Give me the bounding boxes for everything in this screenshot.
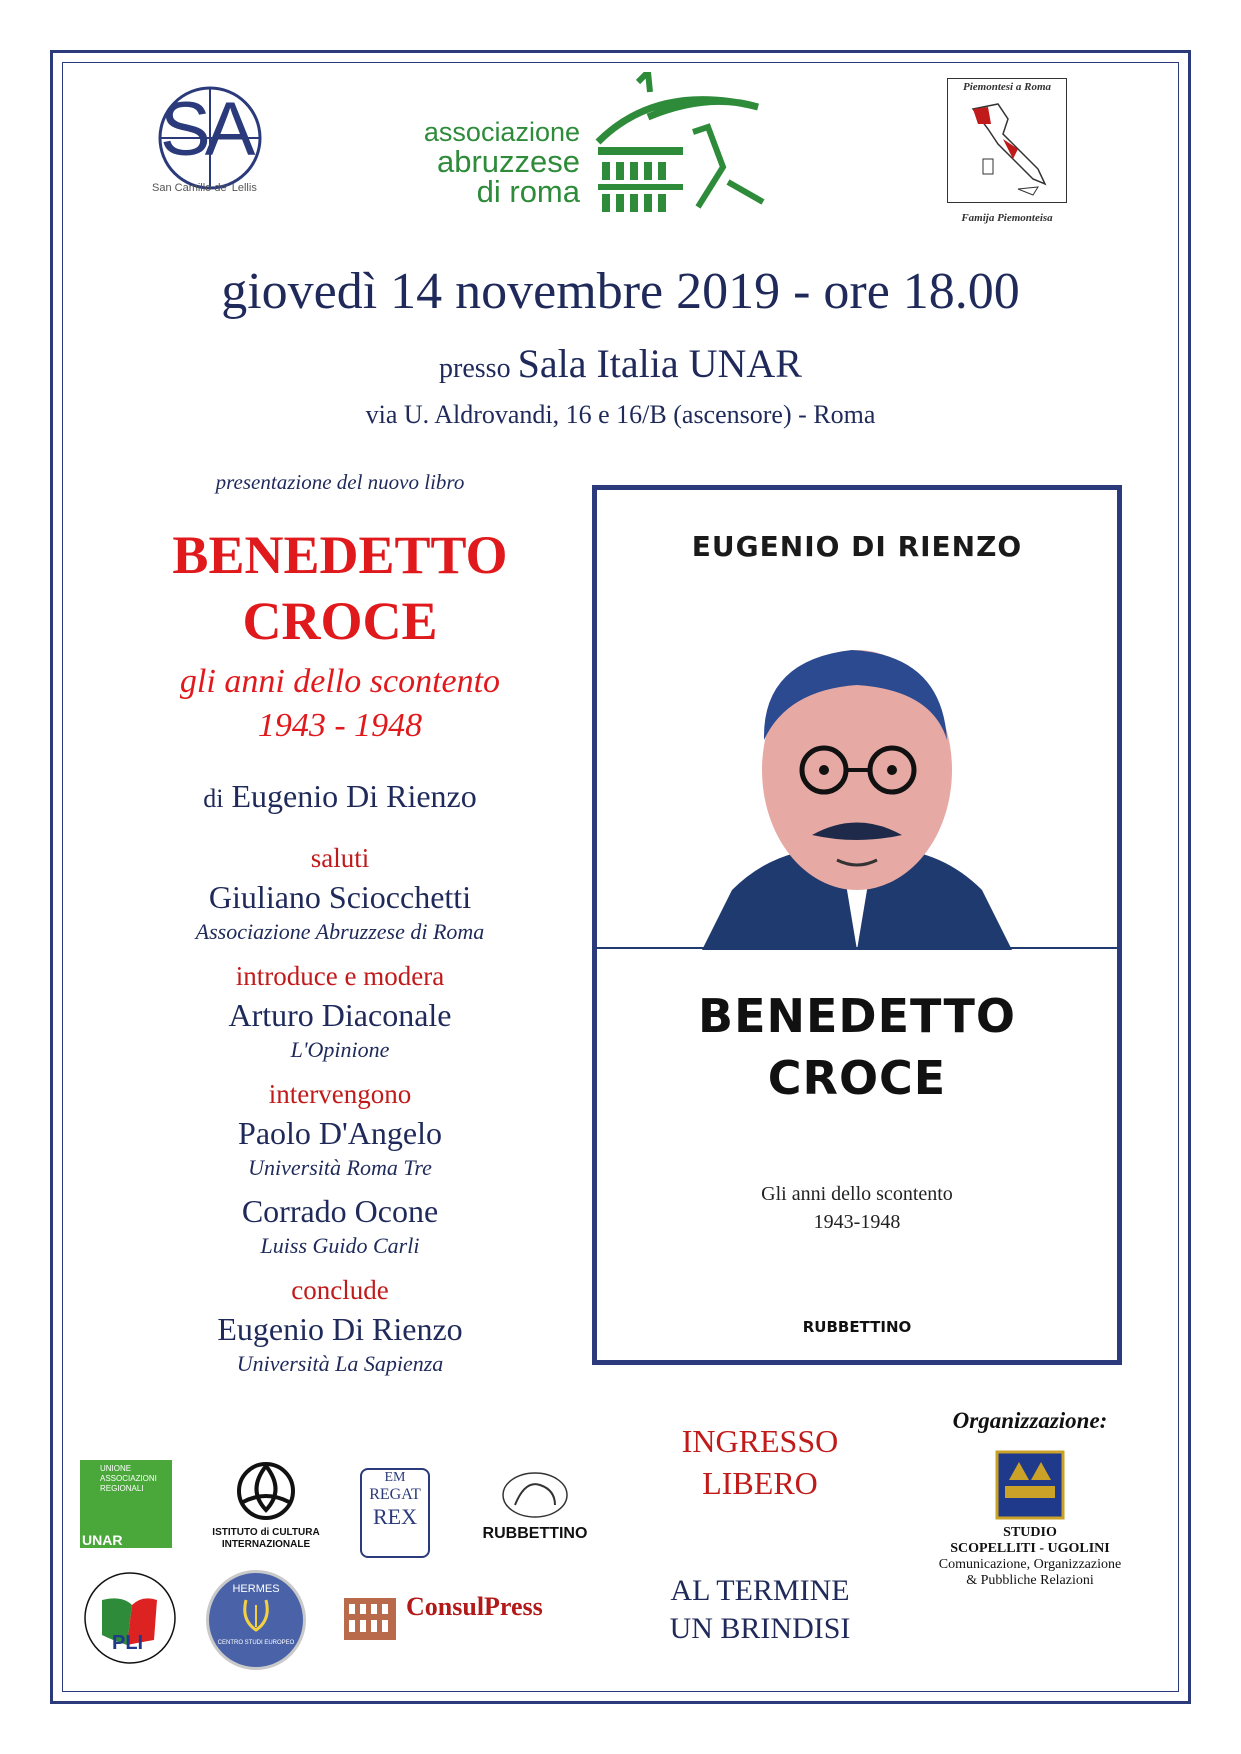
event-venue	[0, 340, 1241, 387]
croce-portrait-icon	[692, 620, 1022, 950]
entry-line2: LIBERO	[702, 1465, 818, 1501]
venue-name: Sala Italia UNAR	[517, 341, 802, 386]
venue-prefix: presso	[439, 353, 511, 384]
org-studio-name: SCOPELLITI - UGOLINI	[950, 1541, 1110, 1556]
abr-line2: abruzzese	[436, 144, 580, 179]
colosseum-small-icon	[340, 1584, 400, 1644]
abr-line3: di roma	[476, 174, 580, 209]
cover-title-line1: BENEDETTO	[698, 989, 1016, 1043]
entry-line1: INGRESSO	[681, 1423, 839, 1459]
cover-years: 1943-1948	[813, 1211, 901, 1233]
title-line1: BENEDETTO	[172, 525, 508, 585]
toast-line2: UN BRINDISI	[669, 1612, 851, 1645]
title-line2: CROCE	[242, 591, 438, 651]
regat-top: EM	[384, 1470, 406, 1485]
colosseum-icon	[588, 72, 778, 222]
cover-title	[597, 985, 1117, 1109]
speaker-affiliation: Luiss Guido Carli	[260, 1233, 420, 1258]
cover-publisher: RUBBETTINO	[802, 1318, 912, 1336]
cover-author: EUGENIO DI RIENZO	[691, 530, 1023, 563]
book-title	[100, 522, 580, 654]
speaker-affiliation: L'Opinione	[290, 1037, 390, 1062]
hermes-arc: CENTRO STUDI EUROPEO	[217, 1640, 295, 1646]
unar-sub3: REGIONALI	[100, 1484, 144, 1493]
icci-line1: ISTITUTO di CULTURA	[212, 1527, 320, 1538]
event-date: giovedì 14 novembre 2019 - ore 18.00	[221, 263, 1020, 320]
piemontesi-logo	[947, 78, 1077, 238]
toast-line1: AL TERMINE	[670, 1574, 850, 1607]
book-cover	[592, 485, 1122, 1365]
entry-note	[640, 1420, 880, 1504]
studio-crest-icon	[995, 1450, 1065, 1520]
sa-letters: SA	[160, 87, 250, 172]
cover-divider	[597, 947, 1117, 949]
org-desc1: Comunicazione, Organizzazione	[938, 1557, 1122, 1572]
piem-top: Piemontesi a Roma	[963, 81, 1051, 93]
role-introduce: introduce e modera	[235, 961, 445, 991]
by-prefix: di	[203, 784, 224, 813]
program	[100, 843, 580, 1387]
hermes-logo	[206, 1570, 306, 1670]
role-conclude: conclude	[291, 1275, 389, 1305]
role-intervengono: intervengono	[268, 1079, 412, 1109]
event-address: via U. Aldrovandi, 16 e 16/B (ascensore) - Roma	[365, 400, 876, 429]
cover-title-line2: CROCE	[767, 1051, 947, 1105]
regat-mid: REGAT	[369, 1486, 421, 1503]
pli-logo	[82, 1570, 178, 1666]
rubbettino-emblem-icon	[500, 1470, 570, 1520]
toast-note	[640, 1572, 880, 1648]
rubbettino-logo	[470, 1470, 600, 1543]
sa-caption: San Camillo de' Lellis	[152, 182, 257, 194]
abr-line1: associazione	[423, 117, 580, 147]
rubbettino-text: RUBBETTINO	[482, 1525, 588, 1542]
piem-bottom: Famija Piemonteisa	[961, 212, 1053, 224]
regat-rex-logo	[360, 1468, 430, 1558]
triquetra-icon	[235, 1460, 297, 1522]
regat-bot: REX	[373, 1504, 417, 1529]
subtitle-text: gli anni dello scontento	[179, 663, 501, 700]
unar-sub1: UNIONE	[100, 1464, 132, 1473]
icci-logo	[196, 1460, 336, 1551]
role-saluti: saluti	[310, 843, 370, 873]
lyre-icon	[236, 1595, 276, 1635]
cover-subtitle-text: Gli anni dello scontento	[761, 1183, 953, 1205]
org-label: Organizzazione:	[952, 1408, 1108, 1433]
speaker-name: Eugenio Di Rienzo	[217, 1311, 463, 1347]
hermes-text: HERMES	[232, 1583, 280, 1595]
speaker-name: Corrado Ocone	[241, 1193, 439, 1229]
icci-line2: INTERNAZIONALE	[221, 1539, 311, 1550]
abruzzese-logo	[420, 72, 780, 222]
speaker-affiliation: Università La Sapienza	[236, 1351, 444, 1376]
speaker-name: Giuliano Sciocchetti	[208, 879, 472, 915]
subtitle-years: 1943 - 1948	[257, 707, 423, 744]
speaker-affiliation: Università Roma Tre	[248, 1155, 432, 1180]
book-subtitle	[100, 660, 580, 748]
by-author: Eugenio Di Rienzo	[231, 778, 477, 814]
sa-logo	[152, 82, 292, 212]
consulpress-logo	[340, 1584, 570, 1654]
book-intro: presentazione del nuovo libro	[215, 470, 465, 494]
unar-logo	[80, 1460, 172, 1548]
org-desc2: & Pubbliche Relazioni	[966, 1573, 1094, 1588]
unar-text: UNAR	[82, 1532, 123, 1548]
pli-text: PLI	[112, 1632, 144, 1654]
book-byline	[100, 778, 580, 815]
unar-sub2: ASSOCIAZIONI	[100, 1474, 157, 1483]
cover-subtitle	[597, 1180, 1117, 1236]
consulpress-text: ConsulPress	[406, 1592, 543, 1621]
speaker-name: Paolo D'Angelo	[238, 1115, 442, 1151]
italy-map-icon	[963, 99, 1053, 199]
speaker-name: Arturo Diaconale	[228, 997, 452, 1033]
speaker-affiliation: Associazione Abruzzese di Roma	[195, 919, 485, 944]
organization	[910, 1408, 1150, 1589]
org-studio: STUDIO	[1003, 1525, 1057, 1540]
